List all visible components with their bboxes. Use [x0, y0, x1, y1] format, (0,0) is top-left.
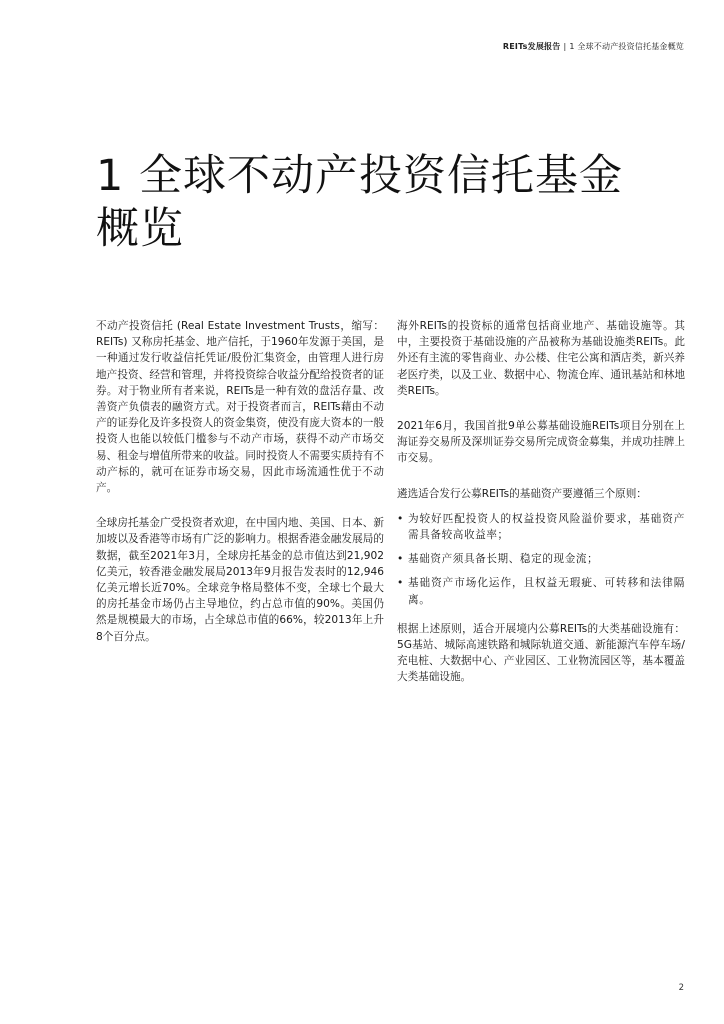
principle-item	[397, 551, 685, 567]
chapter-title-line-2: 概览	[96, 204, 184, 254]
chapter-title-line-1: 1 全球不动产投资信托基金	[96, 151, 624, 201]
reits-definition-paragraph: 不动产投资信托 (Real Estate Investment Trusts，缩写：REITs) 又称房托基金、地产信托，于1960年发源于美国，是一种通过发行收益信托凭证/股份汇集资金，由管理人进行房地产投资、经营和管理，并将投资综合收益分配给投资者的证券。对于物业所有者来说，REITs是一种有效的盘活存量、改善资产负债表的融资方式。对于投资者而言，REITs藉由不动产的证券化及许多投资人的资金集资，使没有庞大资本的一般投资人也能以较低门槛参与不动产市场，获得不动产市场交易、租金与增值所带来的收益。同时投资人不需要实质持有不动产标的，就可在证券市场交易，因此市场流通性优于不动产。	[96, 320, 384, 495]
left-column	[96, 318, 384, 664]
suitable-infrastructure-paragraph: 根据上述原则，适合开展境内公募REITs的大类基础设施有：5G基站、城际高速铁路和城际轨道交通、新能源汽车停车场/充电桩、大数据中心、产业园区、工业物流园区等，基本覆盖大类基础设施。	[397, 622, 685, 684]
report-name: REITs发展报告	[502, 42, 561, 51]
overseas-reits-paragraph: 海外REITs的投资标的通常包括商业地产、基础设施等。其中，主要投资于基础设施的产品被称为基础设施类REITs。此外还有主流的零售商业、办公楼、住宅公寓和酒店类，新兴养老医疗类，以及工业、数据中心、物流仓库、通讯基站和林地类REITs。	[397, 320, 685, 397]
right-column	[397, 318, 685, 705]
global-market-paragraph: 全球房托基金广受投资者欢迎，在中国内地、美国、日本、新加坡以及香港等市场有广泛的影响力。根据香港金融发展局的数据，截至2021年3月，全球房托基金的总市值达到21,902亿美元，较香港金融发展局2013年9月报告发表时的12,946亿美元增长近70%。全球竞争格局整体不变，全球七个最大的房托基金市场仍占主导地位，约占总市值的90%。美国仍然是规模最大的市场，占全球总市值的66%，较2013年上升8个百分点。	[96, 517, 384, 643]
principle-text: 为较好匹配投资人的权益投资风险溢价要求，基础资产需具备较高收益率；	[408, 512, 685, 542]
principle-item	[397, 511, 685, 543]
section-name: 1 全球不动产投资信托基金概览	[569, 42, 684, 51]
selection-principles-intro: 遴选适合发行公募REITs的基础资产要遵循三个原则：	[397, 487, 647, 500]
chapter-title	[96, 150, 656, 256]
principles-list	[397, 511, 685, 608]
page-number: 2	[678, 983, 684, 993]
principle-item	[397, 575, 685, 607]
china-first-batch-paragraph: 2021年6月，我国首批9单公募基础设施REITs项目分别在上海证券交易所及深圳证券交易所完成资金募集，并成功挂牌上市交易。	[397, 420, 685, 465]
header-separator: |	[563, 42, 567, 51]
bullet-icon: •	[397, 553, 404, 566]
running-header	[503, 41, 684, 52]
bullet-icon: •	[397, 512, 404, 525]
principle-text: 基础资产须具备长期、稳定的现金流；	[408, 553, 599, 566]
principle-text: 基础资产市场化运作，且权益无瑕疵、可转移和法律隔离。	[408, 577, 685, 606]
bullet-icon: •	[397, 577, 404, 590]
